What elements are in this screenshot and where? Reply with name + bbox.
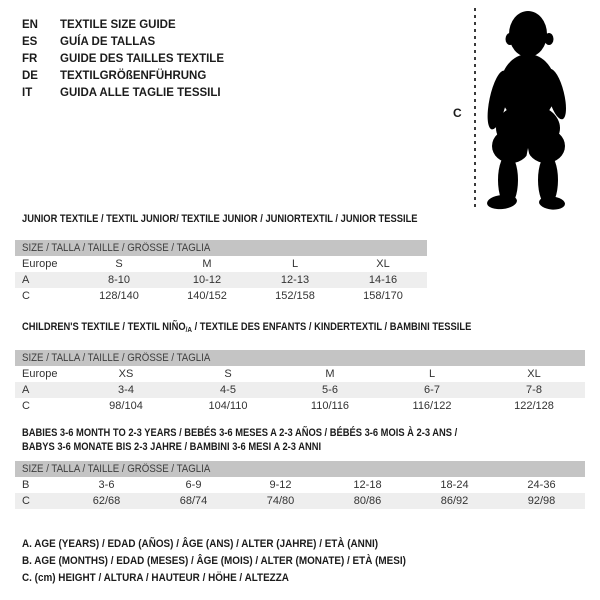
height-value: 92/98 xyxy=(527,495,556,507)
age-value: 14-16 xyxy=(368,274,398,286)
language-title-list xyxy=(22,17,224,102)
age-value: 12-13 xyxy=(280,274,310,286)
height-measure-dotted-line xyxy=(474,8,476,208)
table-row-height xyxy=(15,398,585,414)
size-header-bar xyxy=(15,350,585,366)
children-size-table xyxy=(15,350,585,414)
table-row-europe xyxy=(15,256,427,272)
age-value: 10-12 xyxy=(192,274,222,286)
age-months-value: 12-18 xyxy=(353,479,382,491)
height-value: 122/128 xyxy=(514,400,554,412)
age-value: 5-6 xyxy=(322,384,338,396)
row-label: B xyxy=(22,479,30,491)
babies-section-title-line2: BABYS 3-6 MONATE BIS 2-3 JAHRE / BAMBINI 3-6 MESI A 2-3 ANNI xyxy=(22,441,322,453)
row-label: A xyxy=(22,384,30,396)
language-title: TEXTILE SIZE GUIDE xyxy=(60,19,176,31)
language-row-it xyxy=(22,85,224,102)
size-header-label: SIZE / TALLA / TAILLE / GRÖSSE / TAGLIA xyxy=(22,352,211,364)
height-value: 62/68 xyxy=(92,495,121,507)
language-code: FR xyxy=(22,53,38,65)
age-value: 8-10 xyxy=(107,274,131,286)
table-row-height xyxy=(15,288,427,304)
height-value: 110/116 xyxy=(310,400,350,412)
junior-section-title: JUNIOR TEXTILE / TEXTIL JUNIOR/ TEXTILE JUNIOR / JUNIORTEXTIL / JUNIOR TESSILE xyxy=(22,213,418,225)
row-label: C xyxy=(22,495,30,507)
babies-section-title-line1: BABIES 3-6 MONTH TO 2-3 YEARS / BEBÉS 3-6 MESES A 2-3 AÑOS / BÉBÉS 3-6 MOIS À 2-3 ANS / xyxy=(22,427,458,439)
height-value: 128/140 xyxy=(99,290,139,302)
language-title: GUÍA DE TALLAS xyxy=(60,36,156,48)
language-code: ES xyxy=(22,36,38,48)
size-value: XL xyxy=(376,258,390,270)
age-value: 6-7 xyxy=(424,384,440,396)
children-title-subscript: /A xyxy=(185,325,192,334)
legend-notes xyxy=(22,536,449,587)
age-value: 7-8 xyxy=(526,384,542,396)
language-row-de xyxy=(22,68,224,85)
height-value: 68/74 xyxy=(179,495,208,507)
language-title: GUIDE DES TAILLES TEXTILE xyxy=(60,53,224,65)
size-value: XL xyxy=(527,368,541,380)
size-value: S xyxy=(115,258,123,270)
language-code: EN xyxy=(22,19,38,31)
language-row-fr xyxy=(22,51,224,68)
note-age-months: B. AGE (MONTHS) / EDAD (MESES) / ÂGE (MOIS) / ALTER (MONATE) / ETÀ (MESI) xyxy=(22,555,406,567)
size-value: XS xyxy=(118,368,134,380)
language-row-en xyxy=(22,17,224,34)
height-value: 80/86 xyxy=(353,495,382,507)
children-title-pre: CHILDREN'S TEXTILE / TEXTIL NIÑO xyxy=(22,321,186,333)
height-value: 98/104 xyxy=(109,400,143,412)
age-months-value: 24-36 xyxy=(527,479,556,491)
table-row-height xyxy=(15,493,585,509)
babies-size-table xyxy=(15,461,585,509)
language-title: GUIDA ALLE TAGLIE TESSILI xyxy=(60,87,221,99)
height-value: 140/152 xyxy=(187,290,227,302)
age-months-value: 9-12 xyxy=(269,479,292,491)
size-value: M xyxy=(325,368,335,380)
age-value: 4-5 xyxy=(220,384,236,396)
size-header-label: SIZE / TALLA / TAILLE / GRÖSSE / TAGLIA xyxy=(22,242,211,254)
baby-silhouette-icon xyxy=(485,8,567,210)
height-value: 158/170 xyxy=(363,290,403,302)
height-value: 74/80 xyxy=(266,495,295,507)
height-value: 152/158 xyxy=(275,290,315,302)
language-code: IT xyxy=(22,87,33,99)
children-title-post: / TEXTILE DES ENFANTS / KINDERTEXTIL / BAMBINI TESSILE xyxy=(191,321,472,333)
row-label: C xyxy=(22,400,30,412)
row-label: A xyxy=(22,274,30,286)
table-row-age xyxy=(15,272,427,288)
height-measure-label: C xyxy=(453,106,462,120)
children-section-title xyxy=(22,321,471,336)
language-code: DE xyxy=(22,70,38,82)
age-months-value: 18-24 xyxy=(440,479,469,491)
age-value: 3-4 xyxy=(118,384,134,396)
note-age-years: A. AGE (YEARS) / EDAD (AÑOS) / ÂGE (ANS) / ALTER (JAHRE) / ETÀ (ANNI) xyxy=(22,538,379,550)
table-row-europe xyxy=(15,366,585,382)
table-row-age-months xyxy=(15,477,585,493)
junior-size-table xyxy=(15,240,427,304)
size-value: L xyxy=(428,368,436,380)
language-row-es xyxy=(22,34,224,51)
size-value: S xyxy=(224,368,232,380)
row-label: Europe xyxy=(22,368,58,380)
size-value: M xyxy=(202,258,212,270)
size-header-bar xyxy=(15,240,427,256)
table-row-age xyxy=(15,382,585,398)
size-value: L xyxy=(291,258,299,270)
row-label: Europe xyxy=(22,258,58,270)
age-months-value: 3-6 xyxy=(98,479,115,491)
language-title: TEXTILGRÖßENFÜHRUNG xyxy=(60,70,207,82)
height-value: 104/110 xyxy=(208,400,248,412)
height-value: 116/122 xyxy=(412,400,452,412)
note-height-cm: C. (cm) HEIGHT / ALTURA / HAUTEUR / HÖHE / ALTEZZA xyxy=(22,572,289,584)
size-header-bar xyxy=(15,461,585,477)
age-months-value: 6-9 xyxy=(185,479,202,491)
size-header-label: SIZE / TALLA / TAILLE / GRÖSSE / TAGLIA xyxy=(22,463,211,475)
row-label: C xyxy=(22,290,30,302)
height-value: 86/92 xyxy=(440,495,469,507)
